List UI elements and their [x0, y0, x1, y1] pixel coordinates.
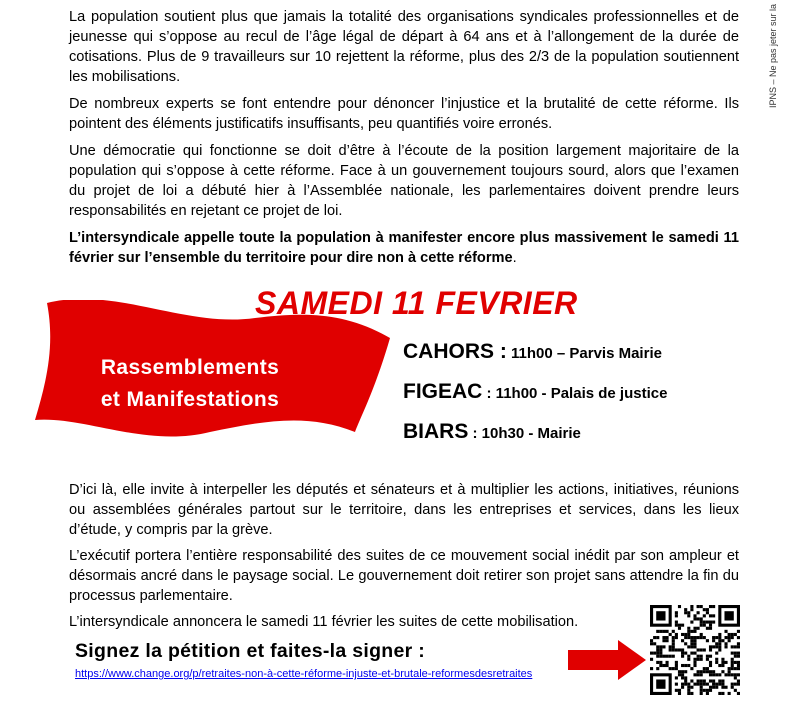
location-city: CAHORS : — [403, 340, 507, 363]
side-note — [766, 0, 780, 110]
paragraph-support: La population soutient plus que jamais la totalité des organisations syndicales professionnelles et de jeunesse qui s’oppose au recul de l’âge légal de départ à 64 ans et à l’allongement de la durée de cotisations. Plus de 9 travailleurs sur 10 rejettent la réforme, plus des 2/3 de la population soutiennent les mobilisations. — [69, 9, 739, 85]
petition-link[interactable]: https://www.change.org/p/retraites-non-à-cette-réforme-injuste-et-brutale-reformesdesretraites — [75, 668, 533, 680]
location-detail: : 10h30 - Mairie — [468, 425, 581, 442]
red-flag — [25, 300, 395, 450]
petition-heading: Signez la pétition et faites-la signer : — [75, 640, 426, 662]
location-city: BIARS — [403, 420, 469, 443]
paragraph-announce: L’intersyndicale annoncera le samedi 11 février les suites de cette mobilisation. — [69, 614, 579, 630]
side-note-text: IPNS – Ne pas jeter sur la — [768, 3, 778, 108]
qr-code-icon[interactable] — [650, 605, 740, 695]
arrow-right-icon — [568, 640, 646, 680]
paragraph-democracy: Une démocratie qui fonctionne se doit d’être à l’écoute de la position largement majoritaire de la population qui s’oppose à cette réforme. Face à un gouvernement toujours sourd, alors que l’examen du projet de loi a débuté hier à l’Assemblée nationale, les parlementaires doivent prendre leurs responsabilités en rejetant ce projet de loi. — [69, 143, 739, 219]
flag-label — [25, 352, 355, 416]
flag-line-2: et Manifestations — [100, 388, 280, 411]
paragraph-call — [69, 228, 739, 268]
call-suffix: . — [512, 250, 517, 266]
paragraph-experts: De nombreux experts se font entendre pour dénoncer l’injustice et la brutalité de cette réforme. Ils pointent des éléments justificatifs insuffisants, peu quantifiés voire erronés. — [69, 96, 739, 132]
flag-line-1: Rassemblements — [100, 356, 280, 379]
event-title: SAMEDI 11 FEVRIER — [255, 285, 578, 321]
paragraph-executive: L’exécutif portera l’entière responsabilité des suites de ce mouvement social inédit par son ampleur et désormais ancré dans le paysage social. Le gouvernement doit retirer son projet sans attendre la fin du processus parlementaire. — [69, 548, 739, 604]
paragraph-actions: D’ici là, elle invite à interpeller les députés et sénateurs et à multiplier les actions, initiatives, réunions ou assemblées générales partout sur le territoire, dans les entreprises et services, dans les lieux d’étude, y compris par la grève. — [69, 482, 739, 538]
location-figeac — [403, 380, 667, 404]
call-text: L’intersyndicale appelle toute la population à manifester encore plus massivement le samedi 11 février sur l’ensemble du territoire pour dire non à cette réforme — [69, 230, 739, 266]
location-cahors — [403, 340, 662, 364]
location-detail: 11h00 – Parvis Mairie — [506, 345, 662, 362]
location-city: FIGEAC — [403, 380, 483, 403]
location-detail: : 11h00 - Palais de justice — [482, 385, 668, 402]
location-biars — [403, 420, 581, 444]
